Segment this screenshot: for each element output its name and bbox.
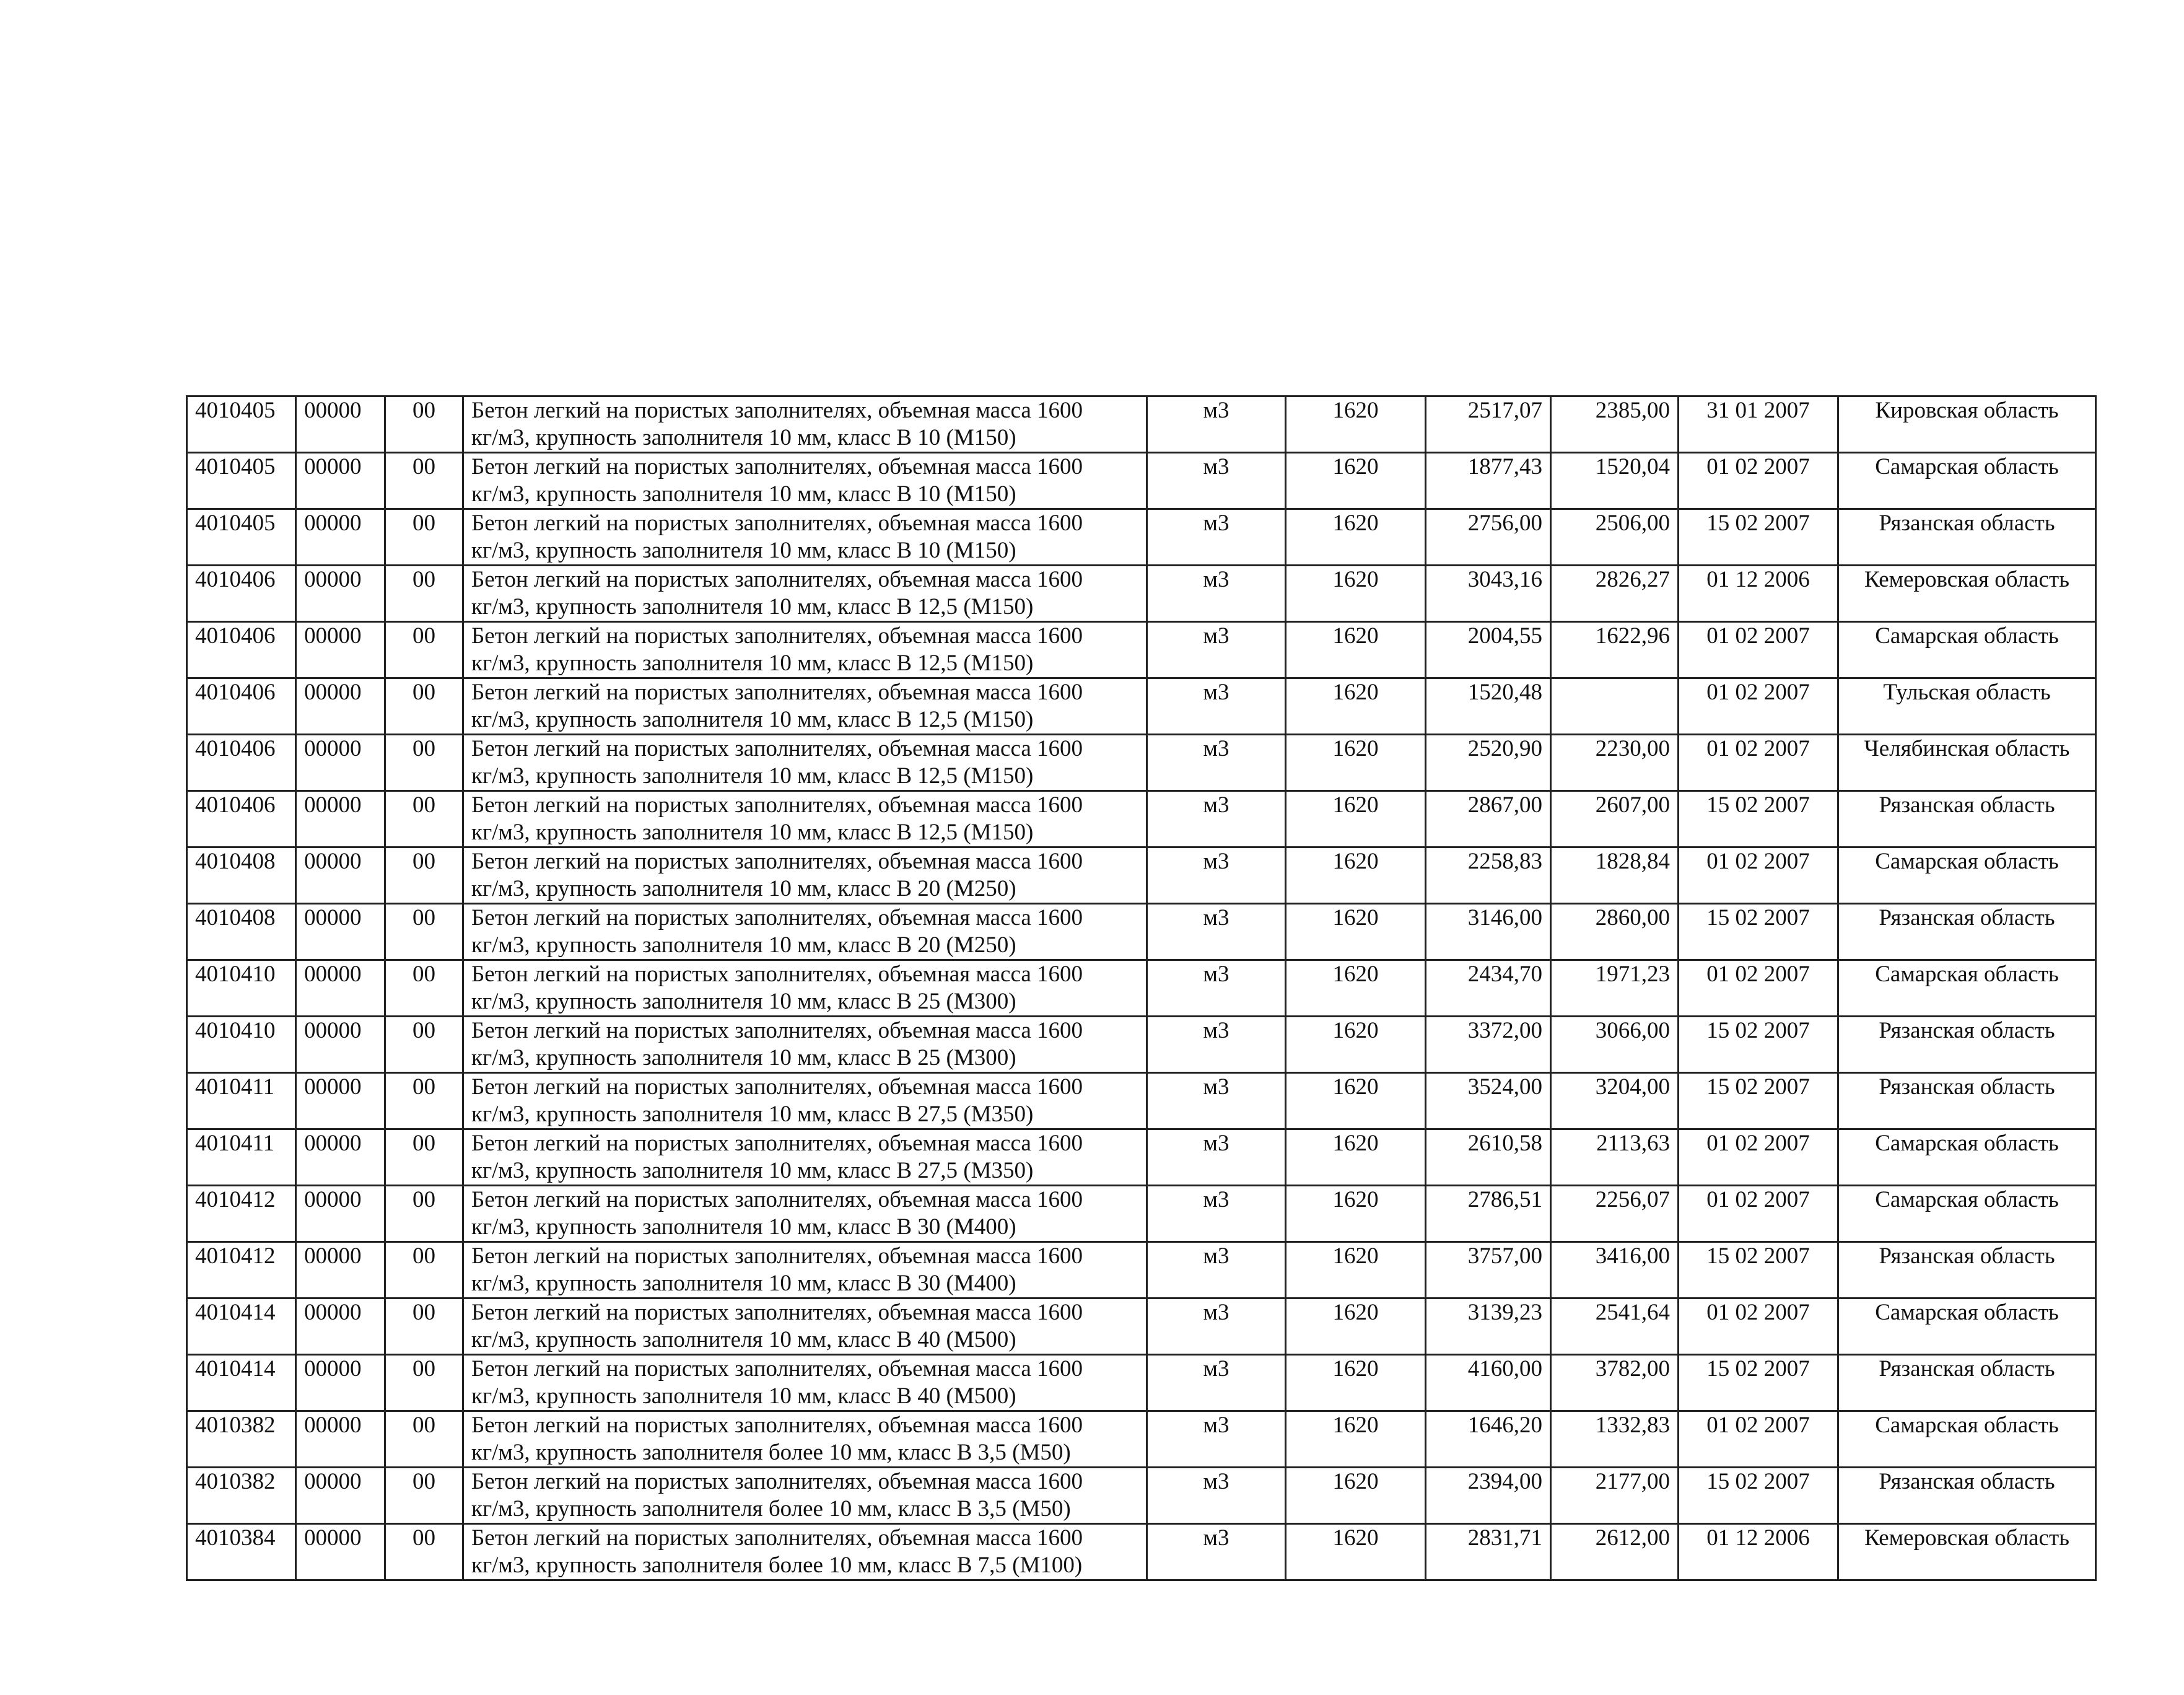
- price-2-cell: 2826,27: [1551, 566, 1679, 622]
- okei-code-cell: 1620: [1286, 1411, 1426, 1468]
- subcode-cell: 00000: [296, 1411, 385, 1468]
- okei-code-cell: 1620: [1286, 396, 1426, 453]
- material-name-cell: [463, 509, 1147, 566]
- table-body: [187, 396, 2096, 1580]
- material-name-line-2: кг/м3, крупность заполнителя 10 мм, класс В 25 (М300): [471, 1045, 1016, 1071]
- region-cell: Рязанская область: [1838, 791, 2096, 847]
- material-name-cell: [463, 566, 1147, 622]
- material-code-cell: 4010408: [187, 847, 296, 904]
- unit-cell: м3: [1147, 1411, 1286, 1468]
- table-row: [187, 1411, 2096, 1468]
- material-name-line-1: Бетон легкий на пористых заполнителях, объемная масса 1600: [471, 510, 1083, 536]
- price-1-cell: 2756,00: [1426, 509, 1551, 566]
- material-name-line-1: Бетон легкий на пористых заполнителях, объемная масса 1600: [471, 1187, 1083, 1212]
- material-name-line-1: Бетон легкий на пористых заполнителях, объемная масса 1600: [471, 1412, 1083, 1438]
- okei-code-cell: 1620: [1286, 1129, 1426, 1186]
- price-1-cell: 2831,71: [1426, 1524, 1551, 1580]
- subcode-cell: 00000: [296, 1299, 385, 1355]
- material-code-cell: 4010412: [187, 1186, 296, 1242]
- table-row: [187, 622, 2096, 678]
- region-cell: Кемеровская область: [1838, 1524, 2096, 1580]
- table-row: [187, 509, 2096, 566]
- material-name-line-2: кг/м3, крупность заполнителя более 10 мм, класс В 3,5 (М50): [471, 1440, 1071, 1465]
- extension-code-cell: 00: [385, 566, 463, 622]
- okei-code-cell: 1620: [1286, 847, 1426, 904]
- region-cell: Кировская область: [1838, 396, 2096, 453]
- okei-code-cell: 1620: [1286, 1355, 1426, 1411]
- unit-cell: м3: [1147, 1073, 1286, 1129]
- material-name-line-1: Бетон легкий на пористых заполнителях, объемная масса 1600: [471, 567, 1083, 592]
- okei-code-cell: 1620: [1286, 509, 1426, 566]
- material-name-line-2: кг/м3, крупность заполнителя 10 мм, класс В 12,5 (М150): [471, 763, 1034, 789]
- material-name-cell: [463, 1299, 1147, 1355]
- region-cell: Рязанская область: [1838, 1017, 2096, 1073]
- region-cell: Самарская область: [1838, 1186, 2096, 1242]
- material-name-line-1: Бетон легкий на пористых заполнителях, объемная масса 1600: [471, 1243, 1083, 1269]
- material-name-line-1: Бетон легкий на пористых заполнителях, объемная масса 1600: [471, 454, 1083, 480]
- date-cell: 01 02 2007: [1679, 1129, 1838, 1186]
- extension-code-cell: 00: [385, 1073, 463, 1129]
- material-name-line-1: Бетон легкий на пористых заполнителях, объемная масса 1600: [471, 736, 1083, 761]
- price-2-cell: 3204,00: [1551, 1073, 1679, 1129]
- extension-code-cell: 00: [385, 1186, 463, 1242]
- price-1-cell: 1877,43: [1426, 453, 1551, 509]
- subcode-cell: 00000: [296, 566, 385, 622]
- date-cell: 01 02 2007: [1679, 622, 1838, 678]
- region-cell: Рязанская область: [1838, 1242, 2096, 1299]
- material-name-line-2: кг/м3, крупность заполнителя 10 мм, класс В 12,5 (М150): [471, 707, 1034, 732]
- extension-code-cell: 00: [385, 453, 463, 509]
- table-row: [187, 1355, 2096, 1411]
- material-name-line-2: кг/м3, крупность заполнителя 10 мм, класс В 30 (М400): [471, 1214, 1016, 1240]
- date-cell: 01 02 2007: [1679, 1299, 1838, 1355]
- unit-cell: м3: [1147, 453, 1286, 509]
- table-row: [187, 566, 2096, 622]
- material-name-cell: [463, 678, 1147, 735]
- material-code-cell: 4010382: [187, 1411, 296, 1468]
- unit-cell: м3: [1147, 1524, 1286, 1580]
- table-row: [187, 904, 2096, 960]
- date-cell: 15 02 2007: [1679, 1073, 1838, 1129]
- okei-code-cell: 1620: [1286, 453, 1426, 509]
- material-name-line-2: кг/м3, крупность заполнителя 10 мм, класс В 27,5 (М350): [471, 1158, 1034, 1183]
- subcode-cell: 00000: [296, 396, 385, 453]
- price-1-cell: 4160,00: [1426, 1355, 1551, 1411]
- table-row: [187, 1017, 2096, 1073]
- region-cell: Самарская область: [1838, 622, 2096, 678]
- unit-cell: м3: [1147, 566, 1286, 622]
- price-2-cell: 2612,00: [1551, 1524, 1679, 1580]
- price-1-cell: 2517,07: [1426, 396, 1551, 453]
- extension-code-cell: 00: [385, 904, 463, 960]
- material-name-cell: [463, 396, 1147, 453]
- region-cell: Самарская область: [1838, 1299, 2096, 1355]
- table-row: [187, 396, 2096, 453]
- table-row: [187, 1468, 2096, 1524]
- subcode-cell: 00000: [296, 904, 385, 960]
- table-row: [187, 847, 2096, 904]
- document-page: [186, 395, 2095, 1581]
- date-cell: 01 02 2007: [1679, 1411, 1838, 1468]
- table-row: [187, 1186, 2096, 1242]
- date-cell: 15 02 2007: [1679, 509, 1838, 566]
- region-cell: Рязанская область: [1838, 1355, 2096, 1411]
- subcode-cell: 00000: [296, 509, 385, 566]
- region-cell: Рязанская область: [1838, 904, 2096, 960]
- extension-code-cell: 00: [385, 678, 463, 735]
- material-name-line-2: кг/м3, крупность заполнителя 10 мм, класс В 25 (М300): [471, 989, 1016, 1014]
- price-1-cell: 1520,48: [1426, 678, 1551, 735]
- material-code-cell: 4010405: [187, 453, 296, 509]
- material-name-line-2: кг/м3, крупность заполнителя 10 мм, класс В 30 (М400): [471, 1271, 1016, 1296]
- material-name-line-1: Бетон легкий на пористых заполнителях, объемная масса 1600: [471, 961, 1083, 987]
- material-name-line-2: кг/м3, крупность заполнителя 10 мм, класс В 10 (М150): [471, 425, 1016, 450]
- date-cell: 15 02 2007: [1679, 1017, 1838, 1073]
- material-name-cell: [463, 1242, 1147, 1299]
- price-2-cell: 2506,00: [1551, 509, 1679, 566]
- price-1-cell: 3146,00: [1426, 904, 1551, 960]
- table-row: [187, 1242, 2096, 1299]
- subcode-cell: 00000: [296, 735, 385, 791]
- material-name-line-2: кг/м3, крупность заполнителя 10 мм, класс В 20 (М250): [471, 876, 1016, 901]
- subcode-cell: 00000: [296, 1129, 385, 1186]
- material-code-cell: 4010405: [187, 396, 296, 453]
- material-name-line-2: кг/м3, крупность заполнителя 10 мм, класс В 10 (М150): [471, 538, 1016, 563]
- table-row: [187, 453, 2096, 509]
- extension-code-cell: 00: [385, 396, 463, 453]
- price-2-cell: 3066,00: [1551, 1017, 1679, 1073]
- okei-code-cell: 1620: [1286, 791, 1426, 847]
- table-row: [187, 1299, 2096, 1355]
- material-name-line-1: Бетон легкий на пористых заполнителях, объемная масса 1600: [471, 1300, 1083, 1325]
- price-1-cell: 2867,00: [1426, 791, 1551, 847]
- region-cell: Самарская область: [1838, 1411, 2096, 1468]
- price-1-cell: 3043,16: [1426, 566, 1551, 622]
- price-1-cell: 3757,00: [1426, 1242, 1551, 1299]
- material-name-cell: [463, 1524, 1147, 1580]
- material-name-cell: [463, 735, 1147, 791]
- material-name-line-2: кг/м3, крупность заполнителя 10 мм, класс В 20 (М250): [471, 932, 1016, 958]
- okei-code-cell: 1620: [1286, 678, 1426, 735]
- price-1-cell: 2786,51: [1426, 1186, 1551, 1242]
- material-code-cell: 4010410: [187, 960, 296, 1017]
- unit-cell: м3: [1147, 396, 1286, 453]
- material-name-cell: [463, 1017, 1147, 1073]
- region-cell: Рязанская область: [1838, 1073, 2096, 1129]
- unit-cell: м3: [1147, 791, 1286, 847]
- material-code-cell: 4010382: [187, 1468, 296, 1524]
- subcode-cell: 00000: [296, 960, 385, 1017]
- date-cell: 01 02 2007: [1679, 678, 1838, 735]
- unit-cell: м3: [1147, 1242, 1286, 1299]
- unit-cell: м3: [1147, 622, 1286, 678]
- region-cell: Рязанская область: [1838, 1468, 2096, 1524]
- date-cell: 01 02 2007: [1679, 453, 1838, 509]
- material-name-line-1: Бетон легкий на пористых заполнителях, объемная масса 1600: [471, 680, 1083, 705]
- price-2-cell: 3782,00: [1551, 1355, 1679, 1411]
- subcode-cell: 00000: [296, 1524, 385, 1580]
- material-name-line-1: Бетон легкий на пористых заполнителях, объемная масса 1600: [471, 792, 1083, 818]
- price-1-cell: 3139,23: [1426, 1299, 1551, 1355]
- region-cell: Челябинская область: [1838, 735, 2096, 791]
- region-cell: Кемеровская область: [1838, 566, 2096, 622]
- material-name-line-2: кг/м3, крупность заполнителя 10 мм, класс В 27,5 (М350): [471, 1102, 1034, 1127]
- subcode-cell: 00000: [296, 1355, 385, 1411]
- okei-code-cell: 1620: [1286, 1186, 1426, 1242]
- material-name-line-1: Бетон легкий на пористых заполнителях, объемная масса 1600: [471, 1469, 1083, 1494]
- material-code-cell: 4010411: [187, 1129, 296, 1186]
- price-1-cell: 2610,58: [1426, 1129, 1551, 1186]
- extension-code-cell: 00: [385, 1411, 463, 1468]
- material-name-cell: [463, 904, 1147, 960]
- unit-cell: м3: [1147, 1186, 1286, 1242]
- unit-cell: м3: [1147, 1468, 1286, 1524]
- date-cell: 15 02 2007: [1679, 791, 1838, 847]
- extension-code-cell: 00: [385, 1299, 463, 1355]
- extension-code-cell: 00: [385, 1468, 463, 1524]
- unit-cell: м3: [1147, 678, 1286, 735]
- subcode-cell: 00000: [296, 847, 385, 904]
- subcode-cell: 00000: [296, 453, 385, 509]
- region-cell: Тульская область: [1838, 678, 2096, 735]
- price-2-cell: 2541,64: [1551, 1299, 1679, 1355]
- material-name-cell: [463, 1411, 1147, 1468]
- price-2-cell: 3416,00: [1551, 1242, 1679, 1299]
- date-cell: 15 02 2007: [1679, 1355, 1838, 1411]
- material-name-line-1: Бетон легкий на пористых заполнителях, объемная масса 1600: [471, 398, 1083, 423]
- date-cell: 15 02 2007: [1679, 904, 1838, 960]
- material-name-cell: [463, 1468, 1147, 1524]
- extension-code-cell: 00: [385, 1017, 463, 1073]
- material-name-line-2: кг/м3, крупность заполнителя 10 мм, класс В 10 (М150): [471, 481, 1016, 507]
- material-name-line-1: Бетон легкий на пористых заполнителях, объемная масса 1600: [471, 1074, 1083, 1100]
- date-cell: 01 12 2006: [1679, 566, 1838, 622]
- okei-code-cell: 1620: [1286, 1299, 1426, 1355]
- okei-code-cell: 1620: [1286, 622, 1426, 678]
- date-cell: 01 02 2007: [1679, 960, 1838, 1017]
- okei-code-cell: 1620: [1286, 1073, 1426, 1129]
- material-code-cell: 4010406: [187, 735, 296, 791]
- price-1-cell: 2258,83: [1426, 847, 1551, 904]
- material-name-cell: [463, 960, 1147, 1017]
- material-code-cell: 4010384: [187, 1524, 296, 1580]
- date-cell: 15 02 2007: [1679, 1468, 1838, 1524]
- subcode-cell: 00000: [296, 1017, 385, 1073]
- material-name-line-2: кг/м3, крупность заполнителя 10 мм, класс В 12,5 (М150): [471, 594, 1034, 620]
- material-name-line-2: кг/м3, крупность заполнителя более 10 мм, класс В 3,5 (М50): [471, 1496, 1071, 1522]
- subcode-cell: 00000: [296, 791, 385, 847]
- material-code-cell: 4010408: [187, 904, 296, 960]
- region-cell: Самарская область: [1838, 960, 2096, 1017]
- material-name-cell: [463, 622, 1147, 678]
- table-row: [187, 1129, 2096, 1186]
- table-row: [187, 960, 2096, 1017]
- material-code-cell: 4010406: [187, 678, 296, 735]
- material-name-line-1: Бетон легкий на пористых заполнителях, объемная масса 1600: [471, 1131, 1083, 1156]
- price-1-cell: 3524,00: [1426, 1073, 1551, 1129]
- table-row: [187, 791, 2096, 847]
- material-name-line-1: Бетон легкий на пористых заполнителях, объемная масса 1600: [471, 1018, 1083, 1043]
- date-cell: 01 12 2006: [1679, 1524, 1838, 1580]
- price-1-cell: 3372,00: [1426, 1017, 1551, 1073]
- subcode-cell: 00000: [296, 1468, 385, 1524]
- subcode-cell: 00000: [296, 1242, 385, 1299]
- price-2-cell: 2607,00: [1551, 791, 1679, 847]
- subcode-cell: 00000: [296, 678, 385, 735]
- unit-cell: м3: [1147, 735, 1286, 791]
- price-1-cell: 2004,55: [1426, 622, 1551, 678]
- price-2-cell: 1971,23: [1551, 960, 1679, 1017]
- extension-code-cell: 00: [385, 1355, 463, 1411]
- material-name-cell: [463, 1129, 1147, 1186]
- price-1-cell: 2520,90: [1426, 735, 1551, 791]
- material-name-cell: [463, 1073, 1147, 1129]
- extension-code-cell: 00: [385, 847, 463, 904]
- date-cell: 15 02 2007: [1679, 1242, 1838, 1299]
- material-code-cell: 4010406: [187, 622, 296, 678]
- price-2-cell: 1622,96: [1551, 622, 1679, 678]
- okei-code-cell: 1620: [1286, 960, 1426, 1017]
- material-name-line-1: Бетон легкий на пористых заполнителях, объемная масса 1600: [471, 1356, 1083, 1382]
- material-code-cell: 4010406: [187, 566, 296, 622]
- price-2-cell: 2177,00: [1551, 1468, 1679, 1524]
- price-1-cell: 2434,70: [1426, 960, 1551, 1017]
- material-name-cell: [463, 1186, 1147, 1242]
- price-table: [186, 395, 2097, 1581]
- subcode-cell: 00000: [296, 622, 385, 678]
- material-name-line-2: кг/м3, крупность заполнителя 10 мм, класс В 12,5 (М150): [471, 820, 1034, 845]
- unit-cell: м3: [1147, 1017, 1286, 1073]
- table-row: [187, 1073, 2096, 1129]
- price-2-cell: 1520,04: [1551, 453, 1679, 509]
- date-cell: 01 02 2007: [1679, 1186, 1838, 1242]
- extension-code-cell: 00: [385, 1242, 463, 1299]
- extension-code-cell: 00: [385, 960, 463, 1017]
- date-cell: 31 01 2007: [1679, 396, 1838, 453]
- material-name-line-1: Бетон легкий на пористых заполнителях, объемная масса 1600: [471, 623, 1083, 649]
- subcode-cell: 00000: [296, 1073, 385, 1129]
- unit-cell: м3: [1147, 847, 1286, 904]
- material-name-cell: [463, 847, 1147, 904]
- material-name-line-2: кг/м3, крупность заполнителя 10 мм, класс В 12,5 (М150): [471, 650, 1034, 676]
- material-code-cell: 4010414: [187, 1299, 296, 1355]
- okei-code-cell: 1620: [1286, 1524, 1426, 1580]
- material-name-cell: [463, 791, 1147, 847]
- price-2-cell: 1828,84: [1551, 847, 1679, 904]
- extension-code-cell: 00: [385, 791, 463, 847]
- date-cell: 01 02 2007: [1679, 847, 1838, 904]
- price-2-cell: 2256,07: [1551, 1186, 1679, 1242]
- okei-code-cell: 1620: [1286, 566, 1426, 622]
- price-2-cell: 2860,00: [1551, 904, 1679, 960]
- extension-code-cell: 00: [385, 1129, 463, 1186]
- material-name-line-2: кг/м3, крупность заполнителя 10 мм, класс В 40 (М500): [471, 1383, 1016, 1409]
- region-cell: Рязанская область: [1838, 509, 2096, 566]
- material-name-line-2: кг/м3, крупность заполнителя более 10 мм, класс В 7,5 (М100): [471, 1553, 1083, 1578]
- material-name-cell: [463, 1355, 1147, 1411]
- material-name-line-2: кг/м3, крупность заполнителя 10 мм, класс В 40 (М500): [471, 1327, 1016, 1352]
- price-1-cell: 1646,20: [1426, 1411, 1551, 1468]
- material-name-line-1: Бетон легкий на пористых заполнителях, объемная масса 1600: [471, 1525, 1083, 1551]
- okei-code-cell: 1620: [1286, 904, 1426, 960]
- material-code-cell: 4010412: [187, 1242, 296, 1299]
- unit-cell: м3: [1147, 1355, 1286, 1411]
- price-1-cell: 2394,00: [1426, 1468, 1551, 1524]
- okei-code-cell: 1620: [1286, 1242, 1426, 1299]
- table-row: [187, 678, 2096, 735]
- material-name-line-1: Бетон легкий на пористых заполнителях, объемная масса 1600: [471, 849, 1083, 874]
- unit-cell: м3: [1147, 904, 1286, 960]
- unit-cell: м3: [1147, 1299, 1286, 1355]
- extension-code-cell: 00: [385, 509, 463, 566]
- price-2-cell: 2230,00: [1551, 735, 1679, 791]
- date-cell: 01 02 2007: [1679, 735, 1838, 791]
- material-code-cell: 4010406: [187, 791, 296, 847]
- unit-cell: м3: [1147, 509, 1286, 566]
- okei-code-cell: 1620: [1286, 1468, 1426, 1524]
- region-cell: Самарская область: [1838, 847, 2096, 904]
- material-code-cell: 4010405: [187, 509, 296, 566]
- subcode-cell: 00000: [296, 1186, 385, 1242]
- price-2-cell: [1551, 678, 1679, 735]
- unit-cell: м3: [1147, 960, 1286, 1017]
- table-row: [187, 735, 2096, 791]
- extension-code-cell: 00: [385, 735, 463, 791]
- okei-code-cell: 1620: [1286, 1017, 1426, 1073]
- material-name-line-1: Бетон легкий на пористых заполнителях, объемная масса 1600: [471, 905, 1083, 931]
- region-cell: Самарская область: [1838, 1129, 2096, 1186]
- price-2-cell: 1332,83: [1551, 1411, 1679, 1468]
- region-cell: Самарская область: [1838, 453, 2096, 509]
- material-name-cell: [463, 453, 1147, 509]
- material-code-cell: 4010410: [187, 1017, 296, 1073]
- okei-code-cell: 1620: [1286, 735, 1426, 791]
- price-2-cell: 2113,63: [1551, 1129, 1679, 1186]
- table-row: [187, 1524, 2096, 1580]
- material-code-cell: 4010414: [187, 1355, 296, 1411]
- unit-cell: м3: [1147, 1129, 1286, 1186]
- extension-code-cell: 00: [385, 1524, 463, 1580]
- price-2-cell: 2385,00: [1551, 396, 1679, 453]
- extension-code-cell: 00: [385, 622, 463, 678]
- material-code-cell: 4010411: [187, 1073, 296, 1129]
